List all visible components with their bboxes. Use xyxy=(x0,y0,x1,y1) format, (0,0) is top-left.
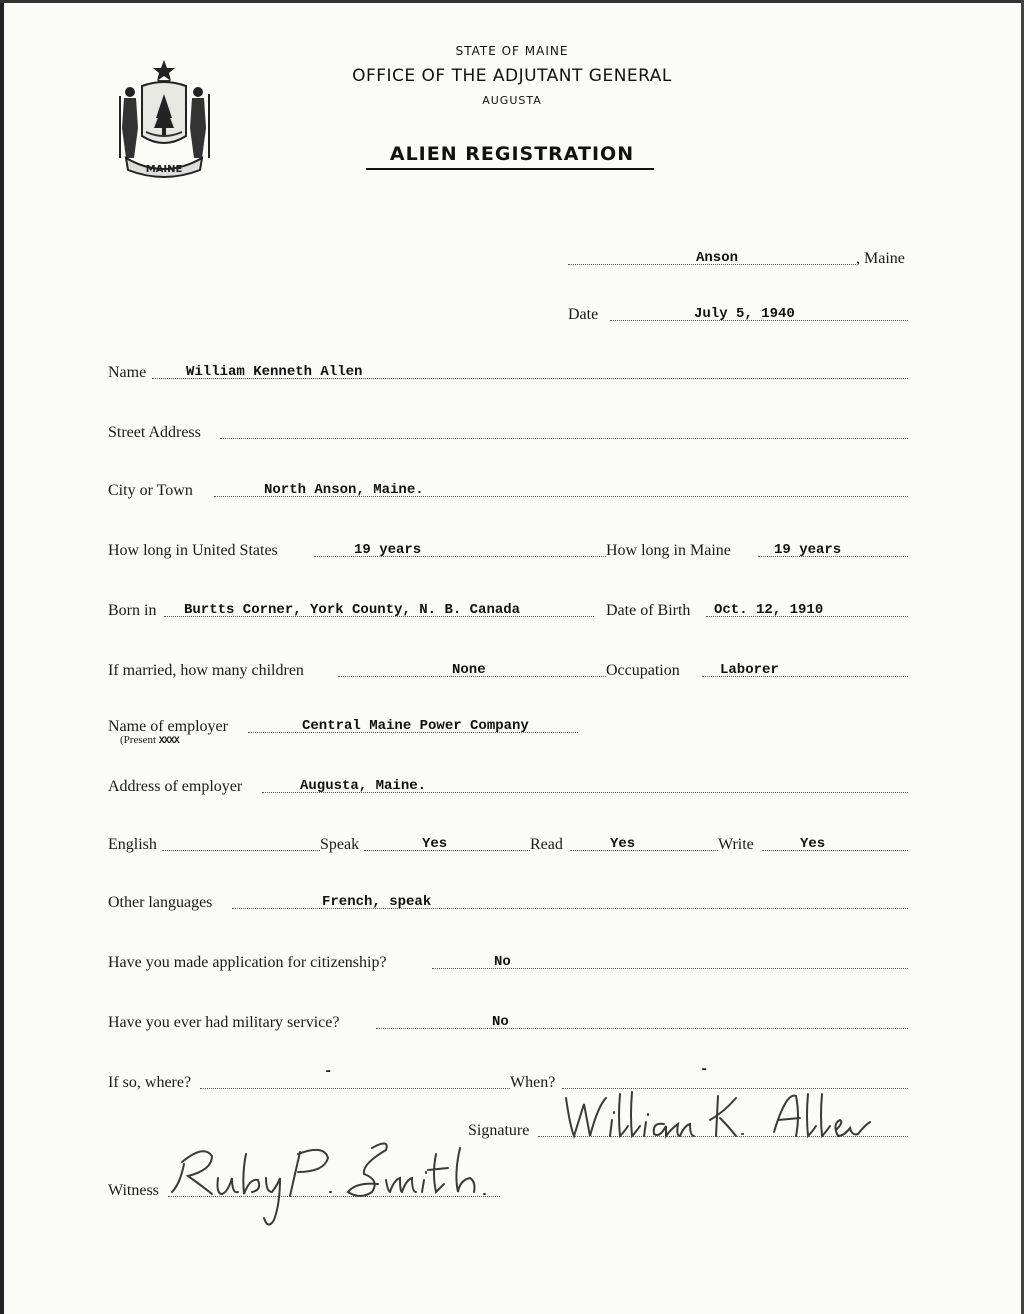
citizenship-label: Have you made application for citizenship? xyxy=(108,954,387,971)
where-value: - xyxy=(324,1064,333,1080)
residence-row xyxy=(108,536,908,560)
languages-value: French, speak xyxy=(322,894,432,910)
english-row xyxy=(108,830,908,854)
born-in-label: Born in xyxy=(108,602,157,619)
write-value: Yes xyxy=(800,836,826,852)
witness-label: Witness xyxy=(108,1182,159,1199)
name-row xyxy=(108,358,908,382)
city-row xyxy=(108,476,908,500)
children-label: If married, how many children xyxy=(108,662,304,679)
title-underline xyxy=(366,168,654,170)
employer-value: Central Maine Power Company xyxy=(302,718,529,734)
employer-present-text: (Present xyxy=(120,734,157,746)
place-value: Anson xyxy=(696,250,739,266)
military-value: No xyxy=(492,1014,509,1030)
employer-sublabel xyxy=(120,734,179,747)
city-value: North Anson, Maine. xyxy=(264,482,424,498)
occupation-label: Occupation xyxy=(606,662,680,679)
scan-border-left xyxy=(0,0,4,1314)
where-label: If so, where? xyxy=(108,1074,192,1091)
military-label: Have you ever had military service? xyxy=(108,1014,340,1031)
speak-value: Yes xyxy=(422,836,448,852)
employer-address-label: Address of employer xyxy=(108,778,243,795)
english-label: English xyxy=(108,836,157,853)
citizenship-row xyxy=(108,948,908,972)
header-office: OFFICE OF THE ADJUTANT GENERAL xyxy=(352,66,672,86)
maine-years-value: 19 years xyxy=(774,542,842,558)
form-title: ALIEN REGISTRATION xyxy=(389,143,635,165)
us-years-label: How long in United States xyxy=(108,542,278,559)
languages-row xyxy=(108,888,908,912)
write-label: Write xyxy=(718,836,754,853)
children-row xyxy=(108,656,908,680)
name-value: William Kenneth Allen xyxy=(186,364,363,380)
header-city: AUGUSTA xyxy=(482,94,542,107)
born-in-value: Burtts Corner, York County, N. B. Canada xyxy=(184,602,521,618)
date-label: Date xyxy=(568,306,599,323)
place-row xyxy=(108,244,908,268)
street-label: Street Address xyxy=(108,424,201,441)
languages-label: Other languages xyxy=(108,894,213,911)
when-label: When? xyxy=(510,1074,556,1091)
witness-signature xyxy=(164,1134,504,1234)
employer-address-row xyxy=(108,772,908,796)
date-row xyxy=(108,300,908,324)
street-row xyxy=(108,418,908,442)
when-value: - xyxy=(700,1062,709,1078)
employer-row xyxy=(108,712,908,736)
date-value: July 5, 1940 xyxy=(694,306,795,322)
seal-motto-text: MAINE xyxy=(145,164,183,175)
dob-label: Date of Birth xyxy=(606,602,691,619)
place-suffix: , Maine xyxy=(856,250,905,267)
citizenship-value: No xyxy=(494,954,511,970)
read-label: Read xyxy=(530,836,563,853)
read-value: Yes xyxy=(610,836,636,852)
birth-row xyxy=(108,596,908,620)
employer-label: Name of employer xyxy=(108,718,228,735)
scan-border-top xyxy=(0,0,1024,3)
employer-struck-text: XXXX xyxy=(158,736,179,747)
military-row xyxy=(108,1008,908,1032)
occupation-value: Laborer xyxy=(720,662,779,678)
speak-label: Speak xyxy=(320,836,360,853)
maine-state-seal-icon xyxy=(112,58,216,182)
maine-years-label: How long in Maine xyxy=(606,542,731,559)
applicant-signature xyxy=(560,1086,880,1146)
dob-value: Oct. 12, 1910 xyxy=(714,602,824,618)
employer-address-value: Augusta, Maine. xyxy=(300,778,427,794)
city-label: City or Town xyxy=(108,482,193,499)
name-label: Name xyxy=(108,364,147,381)
header-state: STATE OF MAINE xyxy=(455,44,569,58)
children-value: None xyxy=(452,662,486,678)
signature-label: Signature xyxy=(468,1122,530,1139)
us-years-value: 19 years xyxy=(354,542,422,558)
